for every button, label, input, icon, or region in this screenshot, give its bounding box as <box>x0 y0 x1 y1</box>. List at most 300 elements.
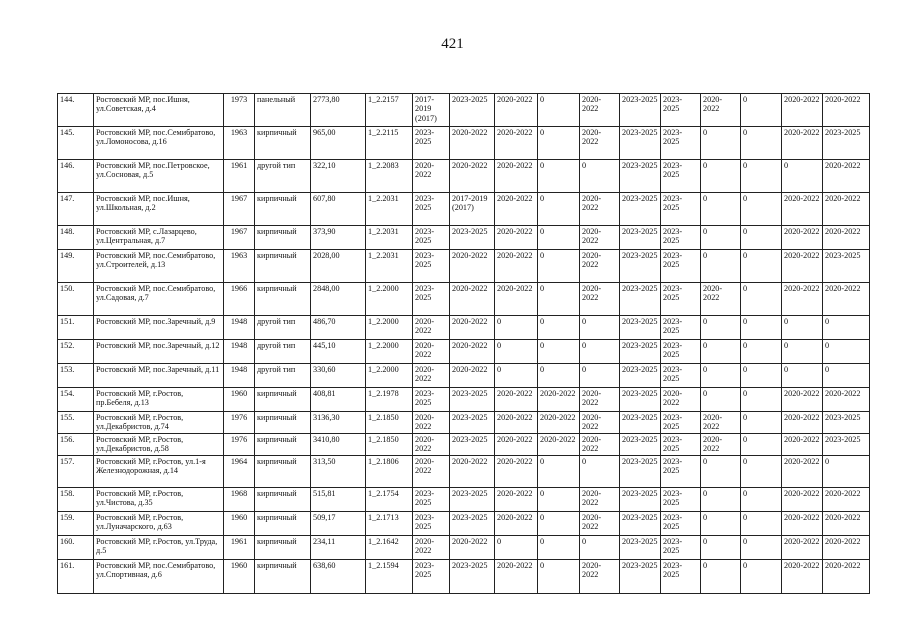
cell-period-4: 0 <box>538 512 580 536</box>
cell-period-7: 2023-2025 <box>661 434 701 456</box>
cell-period-3: 2020-2022 <box>495 283 538 316</box>
cell-period-2: 2023-2025 <box>450 412 495 434</box>
cell-period-2: 2023-2025 <box>450 434 495 456</box>
cell-period-7: 2023-2025 <box>661 488 701 512</box>
cell-build-year: 1964 <box>224 456 255 488</box>
cell-period-7: 2023-2025 <box>661 226 701 250</box>
cell-period-6: 2023-2025 <box>620 488 661 512</box>
cell-code: 1_2.2000 <box>366 316 413 340</box>
cell-period-10: 0 <box>782 340 823 364</box>
cell-wall-material: кирпичный <box>255 434 311 456</box>
cell-period-11: 2020-2022 <box>823 283 870 316</box>
cell-period-1: 2020-2022 <box>413 412 450 434</box>
cell-wall-material: другой тип <box>255 160 311 193</box>
cell-period-8: 0 <box>701 250 741 283</box>
cell-period-2: 2023-2025 <box>450 94 495 127</box>
cell-address: Ростовский МР, пос.Семибратово, ул.Спортивная, д.6 <box>94 560 224 594</box>
cell-address: Ростовский МР, г.Ростов, ул.Декабристов, д.74 <box>94 412 224 434</box>
cell-build-year: 1961 <box>224 160 255 193</box>
cell-period-3: 0 <box>495 536 538 560</box>
cell-period-3: 2020-2022 <box>495 412 538 434</box>
table-row <box>58 160 870 193</box>
cell-period-1: 2023-2025 <box>413 560 450 594</box>
cell-period-4: 0 <box>538 226 580 250</box>
cell-period-6: 2023-2025 <box>620 434 661 456</box>
cell-period-7: 2023-2025 <box>661 283 701 316</box>
cell-area: 509,17 <box>311 512 366 536</box>
cell-period-6: 2023-2025 <box>620 94 661 127</box>
cell-address: Ростовский МР, г.Ростов, ул.Чистова, д.35 <box>94 488 224 512</box>
cell-build-year: 1948 <box>224 316 255 340</box>
cell-period-11: 2020-2022 <box>823 560 870 594</box>
cell-build-year: 1968 <box>224 488 255 512</box>
cell-period-5: 2020-2022 <box>580 512 620 536</box>
cell-period-11: 2020-2022 <box>823 388 870 412</box>
cell-period-10: 2020-2022 <box>782 512 823 536</box>
cell-period-5: 2020-2022 <box>580 488 620 512</box>
cell-wall-material: кирпичный <box>255 283 311 316</box>
cell-period-2: 2023-2025 <box>450 512 495 536</box>
table-row <box>58 560 870 594</box>
cell-period-4: 0 <box>538 560 580 594</box>
table-row <box>58 512 870 536</box>
cell-period-11: 2020-2022 <box>823 536 870 560</box>
cell-period-11: 0 <box>823 364 870 388</box>
table-row <box>58 434 870 456</box>
cell-period-8: 0 <box>701 127 741 160</box>
cell-period-5: 2020-2022 <box>580 127 620 160</box>
cell-period-9: 0 <box>741 488 782 512</box>
table-row <box>58 94 870 127</box>
cell-period-4: 2020-2022 <box>538 412 580 434</box>
cell-address: Ростовский МР, с.Лазарцево, ул.Центральная, д.7 <box>94 226 224 250</box>
cell-wall-material: кирпичный <box>255 226 311 250</box>
cell-period-1: 2023-2025 <box>413 488 450 512</box>
cell-code: 1_2.1754 <box>366 488 413 512</box>
cell-period-7: 2023-2025 <box>661 456 701 488</box>
cell-wall-material: другой тип <box>255 316 311 340</box>
cell-period-5: 0 <box>580 316 620 340</box>
cell-build-year: 1960 <box>224 560 255 594</box>
cell-period-4: 0 <box>538 250 580 283</box>
cell-code: 1_2.1642 <box>366 536 413 560</box>
cell-address: Ростовский МР, пос.Ишня, ул.Школьная, д.2 <box>94 193 224 226</box>
cell-period-8: 0 <box>701 316 741 340</box>
cell-period-1: 2023-2025 <box>413 226 450 250</box>
cell-period-7: 2020-2022 <box>661 388 701 412</box>
cell-build-year: 1961 <box>224 536 255 560</box>
cell-period-10: 0 <box>782 364 823 388</box>
cell-period-6: 2023-2025 <box>620 340 661 364</box>
cell-period-1: 2023-2025 <box>413 250 450 283</box>
cell-build-year: 1967 <box>224 193 255 226</box>
cell-address: Ростовский МР, пос.Семибратово, ул.Строителей, д.13 <box>94 250 224 283</box>
cell-area: 322,10 <box>311 160 366 193</box>
cell-period-11: 2020-2022 <box>823 512 870 536</box>
cell-row-number: 145. <box>58 127 94 160</box>
cell-row-number: 161. <box>58 560 94 594</box>
cell-period-7: 2023-2025 <box>661 512 701 536</box>
cell-period-9: 0 <box>741 127 782 160</box>
cell-period-11: 2023-2025 <box>823 412 870 434</box>
cell-period-1: 2020-2022 <box>413 364 450 388</box>
cell-period-5: 2020-2022 <box>580 193 620 226</box>
cell-period-10: 2020-2022 <box>782 456 823 488</box>
table-body <box>58 94 870 594</box>
cell-period-5: 2020-2022 <box>580 250 620 283</box>
cell-build-year: 1963 <box>224 127 255 160</box>
cell-period-10: 2020-2022 <box>782 250 823 283</box>
cell-period-5: 0 <box>580 536 620 560</box>
cell-period-8: 0 <box>701 456 741 488</box>
cell-build-year: 1948 <box>224 340 255 364</box>
cell-period-4: 0 <box>538 456 580 488</box>
cell-period-8: 0 <box>701 388 741 412</box>
cell-period-5: 2020-2022 <box>580 560 620 594</box>
cell-code: 1_2.1850 <box>366 434 413 456</box>
cell-row-number: 150. <box>58 283 94 316</box>
cell-address: Ростовский МР, г.Ростов, ул.Труда, д.5 <box>94 536 224 560</box>
cell-period-9: 0 <box>741 364 782 388</box>
table-row <box>58 340 870 364</box>
cell-period-4: 0 <box>538 160 580 193</box>
cell-period-7: 2023-2025 <box>661 412 701 434</box>
cell-build-year: 1960 <box>224 388 255 412</box>
cell-build-year: 1976 <box>224 412 255 434</box>
cell-period-10: 2020-2022 <box>782 127 823 160</box>
cell-row-number: 151. <box>58 316 94 340</box>
cell-period-8: 0 <box>701 512 741 536</box>
cell-period-6: 2023-2025 <box>620 127 661 160</box>
cell-wall-material: кирпичный <box>255 536 311 560</box>
cell-period-5: 2020-2022 <box>580 94 620 127</box>
cell-period-3: 2020-2022 <box>495 488 538 512</box>
cell-row-number: 153. <box>58 364 94 388</box>
cell-period-2: 2020-2022 <box>450 456 495 488</box>
cell-period-3: 2020-2022 <box>495 456 538 488</box>
cell-period-2: 2017-2019 (2017) <box>450 193 495 226</box>
cell-period-7: 2023-2025 <box>661 250 701 283</box>
cell-address: Ростовский МР, г.Ростов, ул.1-я Железнодорожная, д.14 <box>94 456 224 488</box>
cell-period-9: 0 <box>741 94 782 127</box>
cell-period-4: 0 <box>538 283 580 316</box>
cell-code: 1_2.2157 <box>366 94 413 127</box>
table-row <box>58 250 870 283</box>
cell-area: 330,60 <box>311 364 366 388</box>
cell-period-2: 2020-2022 <box>450 127 495 160</box>
cell-period-3: 0 <box>495 340 538 364</box>
cell-period-3: 2020-2022 <box>495 512 538 536</box>
cell-code: 1_2.1806 <box>366 456 413 488</box>
cell-period-6: 2023-2025 <box>620 388 661 412</box>
cell-area: 638,60 <box>311 560 366 594</box>
cell-wall-material: кирпичный <box>255 456 311 488</box>
cell-address: Ростовский МР, г.Ростов, пр.Бебеля, д.13 <box>94 388 224 412</box>
cell-period-1: 2020-2022 <box>413 536 450 560</box>
cell-period-11: 2023-2025 <box>823 127 870 160</box>
cell-period-1: 2020-2022 <box>413 434 450 456</box>
cell-period-10: 2020-2022 <box>782 283 823 316</box>
cell-code: 1_2.1713 <box>366 512 413 536</box>
cell-period-11: 2020-2022 <box>823 160 870 193</box>
cell-row-number: 160. <box>58 536 94 560</box>
cell-code: 1_2.2083 <box>366 160 413 193</box>
cell-period-9: 0 <box>741 250 782 283</box>
table-row <box>58 364 870 388</box>
cell-period-7: 2023-2025 <box>661 160 701 193</box>
cell-area: 373,90 <box>311 226 366 250</box>
cell-period-4: 0 <box>538 193 580 226</box>
cell-period-1: 2023-2025 <box>413 283 450 316</box>
cell-period-3: 2020-2022 <box>495 388 538 412</box>
cell-address: Ростовский МР, пос.Семибратово, ул.Ломоносова, д.16 <box>94 127 224 160</box>
cell-period-4: 0 <box>538 364 580 388</box>
cell-period-5: 0 <box>580 364 620 388</box>
cell-period-11: 0 <box>823 340 870 364</box>
cell-period-3: 2020-2022 <box>495 193 538 226</box>
cell-period-1: 2023-2025 <box>413 127 450 160</box>
cell-period-2: 2023-2025 <box>450 226 495 250</box>
cell-period-10: 0 <box>782 160 823 193</box>
cell-period-6: 2023-2025 <box>620 512 661 536</box>
cell-build-year: 1967 <box>224 226 255 250</box>
cell-period-2: 2020-2022 <box>450 340 495 364</box>
cell-period-1: 2023-2025 <box>413 388 450 412</box>
cell-address: Ростовский МР, г.Ростов, ул.Луначарского, д.63 <box>94 512 224 536</box>
cell-period-1: 2020-2022 <box>413 316 450 340</box>
cell-period-8: 0 <box>701 560 741 594</box>
cell-period-4: 2020-2022 <box>538 434 580 456</box>
cell-period-9: 0 <box>741 560 782 594</box>
cell-period-2: 2023-2025 <box>450 488 495 512</box>
cell-wall-material: другой тип <box>255 340 311 364</box>
cell-area: 408,81 <box>311 388 366 412</box>
cell-build-year: 1973 <box>224 94 255 127</box>
cell-code: 1_2.2000 <box>366 283 413 316</box>
cell-build-year: 1948 <box>224 364 255 388</box>
cell-period-6: 2023-2025 <box>620 283 661 316</box>
cell-period-6: 2023-2025 <box>620 456 661 488</box>
cell-period-8: 0 <box>701 364 741 388</box>
table-row <box>58 388 870 412</box>
cell-wall-material: кирпичный <box>255 560 311 594</box>
cell-wall-material: кирпичный <box>255 488 311 512</box>
cell-period-5: 0 <box>580 160 620 193</box>
cell-period-4: 0 <box>538 127 580 160</box>
cell-code: 1_2.2031 <box>366 193 413 226</box>
cell-wall-material: кирпичный <box>255 388 311 412</box>
cell-period-2: 2020-2022 <box>450 250 495 283</box>
cell-address: Ростовский МР, пос.Семибратово, ул.Садовая, д.7 <box>94 283 224 316</box>
cell-period-5: 2020-2022 <box>580 434 620 456</box>
cell-period-9: 0 <box>741 160 782 193</box>
cell-period-1: 2020-2022 <box>413 456 450 488</box>
cell-row-number: 144. <box>58 94 94 127</box>
cell-period-8: 0 <box>701 488 741 512</box>
cell-area: 965,00 <box>311 127 366 160</box>
cell-address: Ростовский МР, пос.Ишня, ул.Советская, д.4 <box>94 94 224 127</box>
cell-period-7: 2023-2025 <box>661 94 701 127</box>
cell-period-10: 2020-2022 <box>782 388 823 412</box>
cell-wall-material: другой тип <box>255 364 311 388</box>
cell-period-6: 2023-2025 <box>620 560 661 594</box>
cell-address: Ростовский МР, пос.Петровское, ул.Сосновая, д.5 <box>94 160 224 193</box>
cell-period-8: 2020-2022 <box>701 412 741 434</box>
cell-period-5: 2020-2022 <box>580 412 620 434</box>
cell-wall-material: кирпичный <box>255 127 311 160</box>
cell-build-year: 1966 <box>224 283 255 316</box>
cell-period-6: 2023-2025 <box>620 364 661 388</box>
cell-period-9: 0 <box>741 434 782 456</box>
cell-period-8: 2020-2022 <box>701 283 741 316</box>
table-row <box>58 226 870 250</box>
cell-period-8: 0 <box>701 226 741 250</box>
cell-row-number: 158. <box>58 488 94 512</box>
cell-code: 1_2.1850 <box>366 412 413 434</box>
table-row <box>58 536 870 560</box>
cell-period-10: 2020-2022 <box>782 560 823 594</box>
cell-code: 1_2.1594 <box>366 560 413 594</box>
cell-period-4: 0 <box>538 340 580 364</box>
cell-period-4: 0 <box>538 94 580 127</box>
cell-period-4: 0 <box>538 488 580 512</box>
cell-period-6: 2023-2025 <box>620 193 661 226</box>
cell-period-10: 2020-2022 <box>782 412 823 434</box>
cell-period-2: 2020-2022 <box>450 536 495 560</box>
cell-wall-material: кирпичный <box>255 412 311 434</box>
cell-period-4: 0 <box>538 316 580 340</box>
table-row <box>58 316 870 340</box>
cell-period-9: 0 <box>741 456 782 488</box>
cell-period-7: 2023-2025 <box>661 536 701 560</box>
cell-period-11: 2020-2022 <box>823 94 870 127</box>
cell-wall-material: кирпичный <box>255 250 311 283</box>
cell-row-number: 148. <box>58 226 94 250</box>
cell-period-3: 2020-2022 <box>495 94 538 127</box>
cell-period-11: 2023-2025 <box>823 434 870 456</box>
cell-period-11: 2023-2025 <box>823 250 870 283</box>
cell-area: 234,11 <box>311 536 366 560</box>
cell-row-number: 157. <box>58 456 94 488</box>
cell-period-10: 2020-2022 <box>782 226 823 250</box>
cell-period-9: 0 <box>741 412 782 434</box>
cell-period-2: 2023-2025 <box>450 560 495 594</box>
cell-period-5: 2020-2022 <box>580 283 620 316</box>
cell-code: 1_2.2115 <box>366 127 413 160</box>
cell-period-5: 0 <box>580 340 620 364</box>
table-row <box>58 488 870 512</box>
table-row <box>58 127 870 160</box>
cell-period-3: 2020-2022 <box>495 434 538 456</box>
page-number: 421 <box>441 36 464 52</box>
cell-period-9: 0 <box>741 388 782 412</box>
cell-period-8: 2020-2022 <box>701 434 741 456</box>
cell-period-7: 2023-2025 <box>661 193 701 226</box>
cell-period-1: 2023-2025 <box>413 193 450 226</box>
cell-row-number: 152. <box>58 340 94 364</box>
cell-period-8: 0 <box>701 160 741 193</box>
cell-period-7: 2023-2025 <box>661 127 701 160</box>
cell-period-1: 2017-2019 (2017) <box>413 94 450 127</box>
cell-period-6: 2023-2025 <box>620 316 661 340</box>
cell-period-9: 0 <box>741 340 782 364</box>
cell-period-4: 0 <box>538 536 580 560</box>
cell-row-number: 154. <box>58 388 94 412</box>
cell-build-year: 1963 <box>224 250 255 283</box>
cell-row-number: 147. <box>58 193 94 226</box>
cell-build-year: 1960 <box>224 512 255 536</box>
cell-period-8: 2020-2022 <box>701 94 741 127</box>
cell-period-6: 2023-2025 <box>620 412 661 434</box>
cell-code: 1_2.2000 <box>366 340 413 364</box>
cell-period-3: 2020-2022 <box>495 250 538 283</box>
cell-period-3: 0 <box>495 316 538 340</box>
cell-row-number: 149. <box>58 250 94 283</box>
cell-period-11: 2020-2022 <box>823 226 870 250</box>
cell-period-8: 0 <box>701 193 741 226</box>
cell-period-3: 0 <box>495 364 538 388</box>
cell-address: Ростовский МР, пос.Заречный, д.12 <box>94 340 224 364</box>
cell-period-7: 2023-2025 <box>661 364 701 388</box>
cell-period-10: 2020-2022 <box>782 488 823 512</box>
cell-area: 515,81 <box>311 488 366 512</box>
cell-area: 2848,00 <box>311 283 366 316</box>
cell-wall-material: кирпичный <box>255 193 311 226</box>
housing-registry-table <box>57 93 870 594</box>
cell-period-10: 2020-2022 <box>782 94 823 127</box>
cell-period-8: 0 <box>701 340 741 364</box>
cell-period-3: 2020-2022 <box>495 560 538 594</box>
cell-row-number: 159. <box>58 512 94 536</box>
cell-area: 607,80 <box>311 193 366 226</box>
cell-row-number: 146. <box>58 160 94 193</box>
cell-address: Ростовский МР, г.Ростов, ул.Декабристов, д.58 <box>94 434 224 456</box>
table-row <box>58 412 870 434</box>
cell-period-10: 2020-2022 <box>782 434 823 456</box>
cell-period-5: 0 <box>580 456 620 488</box>
cell-period-5: 2020-2022 <box>580 388 620 412</box>
cell-period-9: 0 <box>741 226 782 250</box>
cell-period-3: 2020-2022 <box>495 127 538 160</box>
cell-address: Ростовский МР, пос.Заречный, д.9 <box>94 316 224 340</box>
cell-period-11: 0 <box>823 456 870 488</box>
cell-period-2: 2020-2022 <box>450 283 495 316</box>
cell-period-10: 0 <box>782 316 823 340</box>
cell-period-9: 0 <box>741 316 782 340</box>
cell-period-2: 2020-2022 <box>450 364 495 388</box>
cell-period-2: 2023-2025 <box>450 388 495 412</box>
cell-area: 445,10 <box>311 340 366 364</box>
cell-wall-material: кирпичный <box>255 512 311 536</box>
cell-period-6: 2023-2025 <box>620 536 661 560</box>
cell-period-4: 2020-2022 <box>538 388 580 412</box>
cell-area: 2773,80 <box>311 94 366 127</box>
cell-period-7: 2023-2025 <box>661 560 701 594</box>
cell-code: 1_2.2000 <box>366 364 413 388</box>
cell-code: 1_2.2031 <box>366 226 413 250</box>
cell-period-6: 2023-2025 <box>620 226 661 250</box>
cell-period-8: 0 <box>701 536 741 560</box>
cell-period-7: 2023-2025 <box>661 340 701 364</box>
cell-address: Ростовский МР, пос.Заречный, д.11 <box>94 364 224 388</box>
cell-area: 313,50 <box>311 456 366 488</box>
cell-area: 486,70 <box>311 316 366 340</box>
cell-period-1: 2020-2022 <box>413 340 450 364</box>
cell-period-9: 0 <box>741 536 782 560</box>
cell-period-5: 2020-2022 <box>580 226 620 250</box>
cell-period-3: 2020-2022 <box>495 226 538 250</box>
cell-code: 1_2.1978 <box>366 388 413 412</box>
